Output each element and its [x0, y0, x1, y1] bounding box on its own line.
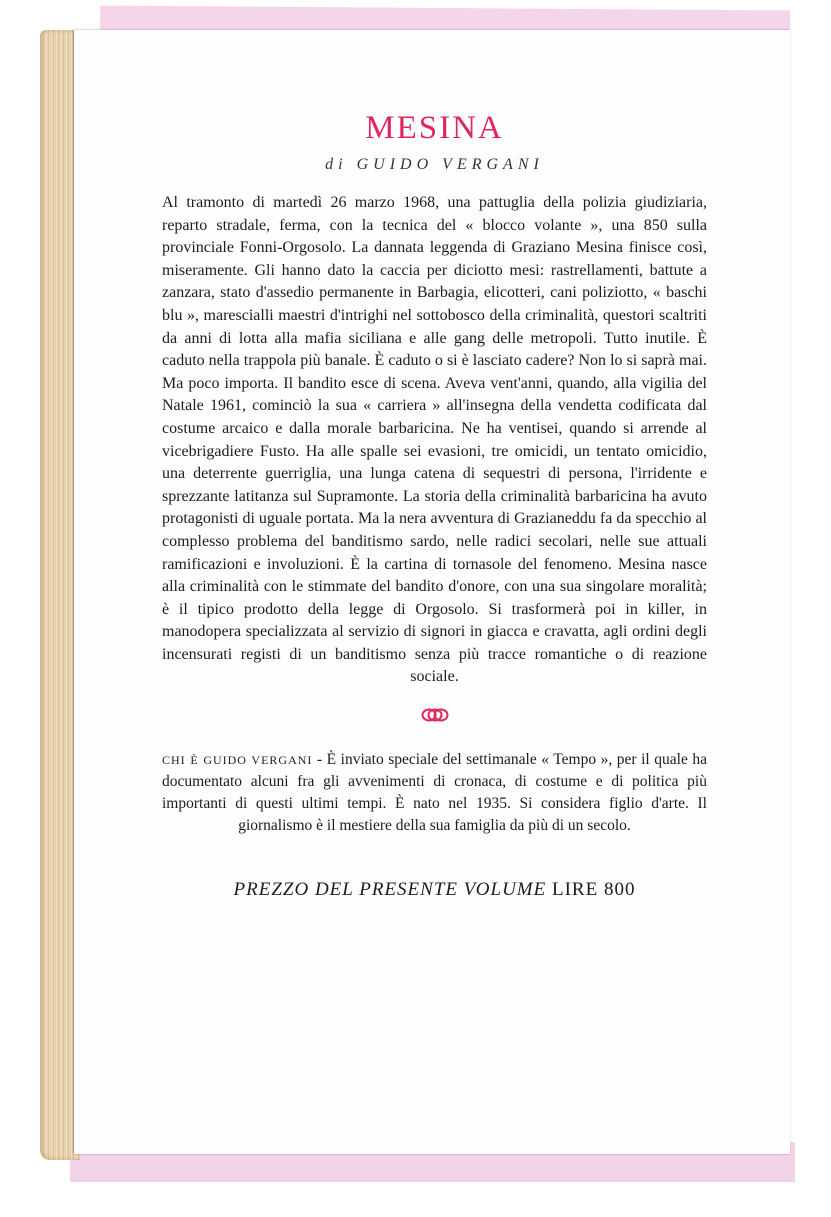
author-bio-label: CHI È GUIDO VERGANI: [162, 753, 313, 768]
price-label: PREZZO DEL PRESENTE VOLUME: [233, 879, 547, 901]
book-page: [74, 30, 790, 1154]
description-text: Al tramonto di martedì 26 marzo 1968, una pattuglia della polizia giudiziaria, reparto stradale, ferma, con la tecnica del « blocco volante », una 850 sulla provinciale Fonni-Orgosolo. La dannata leggenda di Graziano Mesina finisce così, miseramente. Gli hanno dato la caccia per diciotto mesi: rastrellamenti, battute a zanzara, stato d'assedio permanente in Barbagia, elicotteri, cani poliziotto, « baschi blu », marescialli maestri d'intrighi nel sottobosco della criminalità, questori scaltriti da anni di lotta alla mafia siciliana e alle gang delle metropoli. Tutto inutile. È caduto nella trappola più banale. È caduto o si è lasciato cadere? Non lo si saprà mai. Ma poco importa. Il bandito esce di scena. Aveva vent'anni, quando, alla vigilia del Natale 1961, cominciò la sua « carriera » all'insegna della vendetta codificata dal costume arcaico e dalla morale barbaricina. Ne ha ventisei, quando si arrende al vicebrigadiere Fusto. Ha alle spalle sei evasioni, tre omicidi, un tentato omicidio, una deterrente guerriglia, una lunga catena di sequestri di persona, l'irridente e sprezzante latitanza sul Supramonte. La storia della criminalità barbaricina ha avuto protagonisti di uguale portata. Ma la nera avventura di Grazianeddu fa da specchio al complesso problema del banditismo sardo, nelle radici secolari, nelle sue attuali ramificazioni e involuzioni. È la cartina di tornasole del fenomeno. Mesina nasce alla criminalità con le stimmate del bandito d'onore, con una sua singolare moralità; è il tipico prodotto della legge di Orgosolo. Si trasformerà poi in killer, in manodopera specializzata al servizio di signori in giacca e cravatta, agli ordini degli incensurati registi di un banditismo senza più tracce romantiche o di reazione sociale.: [162, 194, 707, 686]
author-bio: [162, 749, 707, 837]
author-byline: di GUIDO VERGANI: [325, 156, 544, 173]
price-line: [162, 879, 707, 901]
price-value: LIRE 800: [552, 879, 636, 901]
page-content: [162, 110, 707, 901]
book-title: MESINA: [365, 110, 504, 146]
author-bio-text: - È inviato speciale del settimanale « Tempo », per il quale ha documentato alcuni fra gli avvenimenti di cronaca, di costume e di politica più importanti di questi ultimi tempi. È nato nel 1935. Si considera figlio d'arte. Il giornalismo è il mestiere della sua famiglia da più di un secolo.: [162, 751, 707, 835]
interlaced-rings-ornament-icon: [162, 703, 707, 729]
